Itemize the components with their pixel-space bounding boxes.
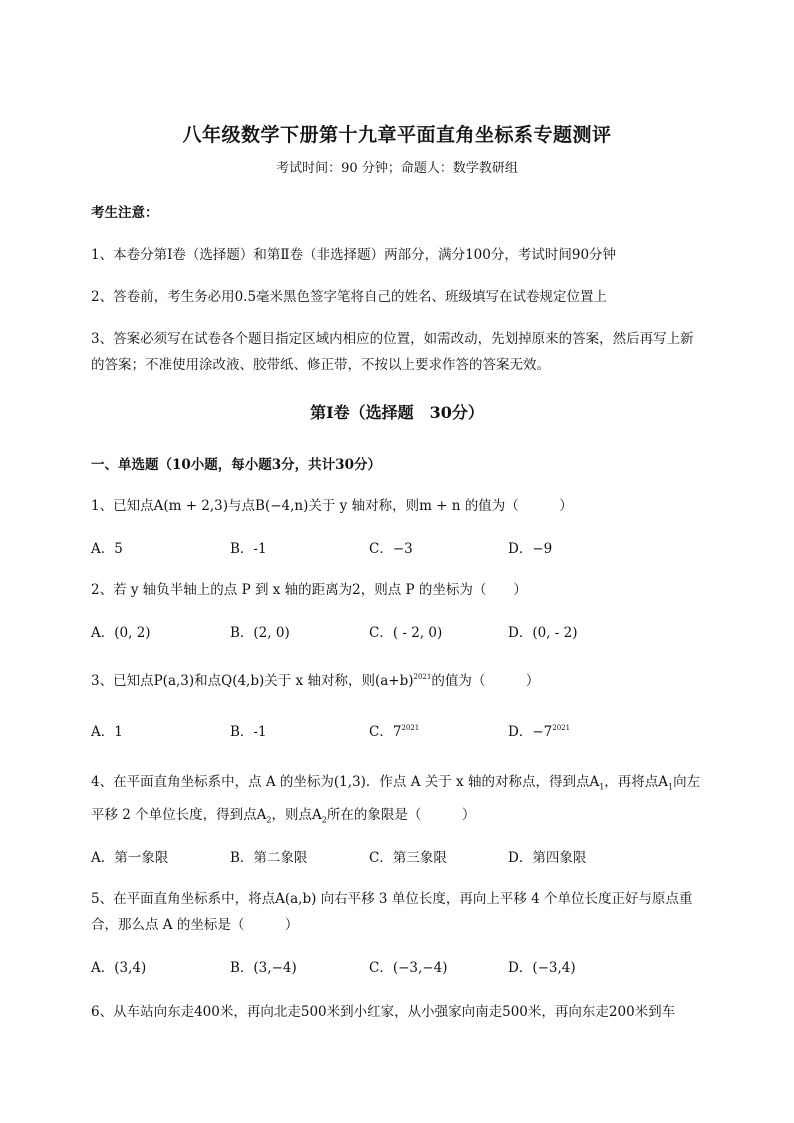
option-c-text: C．7 [369, 724, 402, 740]
option-c: C．(−3,−4) [369, 960, 448, 976]
option-c: C．−3 [369, 541, 413, 557]
option-a: A．1 [91, 724, 123, 740]
option-b: B．-1 [230, 724, 267, 740]
q4-text-f: 所在的象限是（ ） [326, 807, 476, 823]
question-5-stem-line2: 合，那么点 A 的坐标是（ ） [91, 917, 299, 933]
option-a: A．5 [91, 541, 123, 557]
question-6-stem-line1: 6、从车站向东走400米，再向北走500米到小红家，从小强家向南走500米，再向东走200米到车 [91, 1004, 676, 1020]
notice-item-3: 3、答案必须写在试卷各个题目指定区域内相应的位置，如需改动，先划掉原来的答案，然后再写上新 [91, 331, 694, 347]
notice-heading: 考生注意： [91, 205, 159, 221]
notice-item-2: 2、答卷前，考生务必用0.5毫米黑色签字笔将自己的姓名、班级填写在试卷规定位置上 [91, 289, 608, 305]
section-title: 第Ⅰ卷（选择题 30分） [310, 403, 484, 422]
notice-item-1: 1、本卷分第Ⅰ卷（选择题）和第Ⅱ卷（非选择题）两部分，满分100分，考试时间90分钟 [91, 247, 617, 263]
option-d [508, 720, 570, 740]
option-a: A．(0, 2) [91, 625, 151, 641]
option-d: D．(0, - 2) [508, 625, 578, 641]
q4-text-e: ，则点A [271, 807, 322, 823]
option-b: B．(3,−4) [230, 960, 297, 976]
section-heading: 一、单选题（10小题，每小题3分，共计30分） [91, 457, 381, 473]
question-4-stem-line2 [91, 803, 751, 825]
option-b: B．-1 [230, 541, 267, 557]
option-c: C．第三象限 [369, 850, 447, 866]
option-d: D．(−3,4) [508, 960, 576, 976]
option-b: B．第二象限 [230, 850, 308, 866]
option-c [369, 720, 419, 740]
q4-text-c: 向左 [673, 774, 701, 790]
exponent: 2021 [413, 673, 432, 681]
q4-text-b: ，再将点A [604, 774, 669, 790]
option-a: A．第一象限 [91, 850, 169, 866]
subscript: 1 [668, 782, 674, 792]
option-a: A．(3,4) [91, 960, 147, 976]
q4-text-d: 平移 2 个单位长度，得到点A [91, 807, 267, 823]
question-3-stem-text: 3、已知点P(a,3)和点Q(4,b)关于 x 轴对称，则(a+b) [91, 673, 414, 689]
page-title: 八年级数学下册第十九章平面直角坐标系专题测评 [182, 124, 612, 146]
question-5-stem-line1: 5、在平面直角坐标系中，将点A(a,b) 向右平移 3 单位长度，再向上平移 4 个单位长度正好与原点重 [91, 891, 693, 907]
question-1-stem: 1、已知点A(m + 2,3)与点B(−4,n)关于 y 轴对称，则m + n 的值为（ ） [91, 498, 573, 514]
exponent: 2021 [401, 724, 420, 732]
notice-item-3-cont: 的答案；不准使用涂改液、胶带纸、修正带，不按以上要求作答的答案无效。 [91, 357, 550, 373]
option-d-text: D．−7 [508, 724, 553, 740]
subscript: 1 [599, 782, 605, 792]
q4-text-a: 4、在平面直角坐标系中，点 A 的坐标为(1,3)．作点 A 关于 x 轴的对称点，得到点A [91, 774, 600, 790]
option-d: D．−9 [508, 541, 553, 557]
option-c: C．( - 2, 0) [369, 625, 443, 641]
option-b: B．(2, 0) [230, 625, 290, 641]
subscript: 2 [266, 815, 272, 825]
question-3-stem [91, 669, 751, 689]
option-d: D．第四象限 [508, 850, 587, 866]
exponent: 2021 [552, 724, 571, 732]
subscript: 2 [321, 815, 327, 825]
question-3-stem-end: 的值为（ ） [431, 673, 540, 689]
question-2-stem: 2、若 y 轴负半轴上的点 P 到 x 轴的距离为2，则点 P 的坐标为（ ） [91, 582, 527, 598]
question-4-stem-line1 [91, 770, 751, 792]
page-subtitle: 考试时间：90 分钟；命题人：数学教研组 [276, 161, 518, 176]
